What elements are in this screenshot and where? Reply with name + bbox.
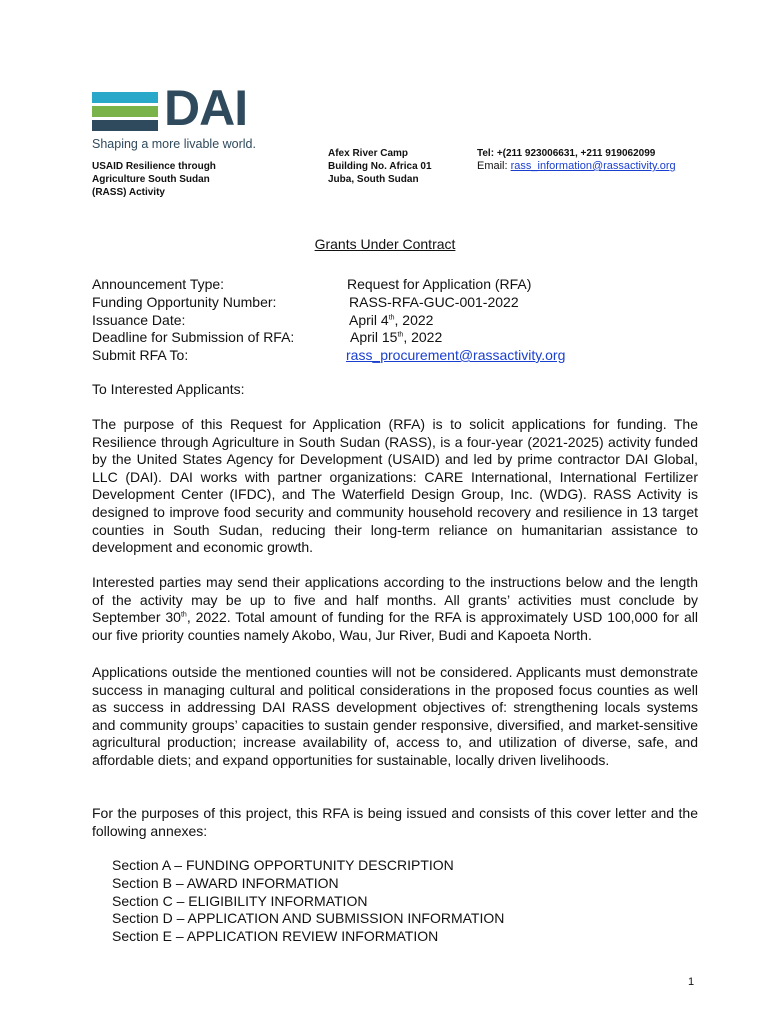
paragraph-eligibility: Applications outside the mentioned counties will not be considered. Applicants must demonstrate success in managing cultural and political considerations in the proposed focus counties as well as success in addressing DAI RASS development objectives of: strengthening locals systems and community groups’ capacities to sustain gender responsive, diversified, and market-sensitive agricultural production; increase availability of, access to, and utilization of diverse, safe, and affordable diets; and expand opportunities for sustainable, locally driven livelihoods. xyxy=(92,664,698,768)
contact-block xyxy=(477,147,676,173)
paragraph-purpose: The purpose of this Request for Application (RFA) is to solicit applications for funding. The Resilience through Agriculture in South Sudan (RASS), is a four-year (2021-2025) activity funded by the United States Agency for Development (USAID) and led by prime contractor DAI Global, LLC (DAI). DAI works with partner organizations: CARE International, International Fertilizer Development Center (IFDC), and The Waterfield Design Group, Inc. (WDG). RASS Activity is designed to improve food security and community household recovery and resilience in 13 target counties in South Sudan, reducing their long-term reliance on humanitarian assistance to development and economic growth. xyxy=(92,416,698,556)
section-item: Section B – AWARD INFORMATION xyxy=(112,875,339,891)
address-line: Juba, South Sudan xyxy=(328,174,419,185)
org-line: Agriculture South Sudan xyxy=(92,174,210,185)
procurement-email-link[interactable]: rass_procurement@rassactivity.org xyxy=(346,347,566,363)
address-line: Afex River Camp xyxy=(328,148,409,159)
page-number: 1 xyxy=(688,976,695,988)
field-value: RASS-RFA-GUC-001-2022 xyxy=(349,294,519,310)
org-line: USAID Resilience through xyxy=(92,161,216,172)
section-item: Section A – FUNDING OPPORTUNITY DESCRIPTION xyxy=(112,857,454,873)
email-label: Email: xyxy=(477,160,508,172)
org-block xyxy=(92,160,216,199)
field-value-deadline: April 15th, 2022 xyxy=(350,329,443,345)
logo-bar-navy xyxy=(92,120,158,131)
logo-wordmark: DAI xyxy=(164,80,248,136)
section-item: Section C – ELIGIBILITY INFORMATION xyxy=(112,893,368,909)
field-value: Request for Application (RFA) xyxy=(347,276,532,292)
section-item: Section E – APPLICATION REVIEW INFORMATION xyxy=(112,928,439,944)
field-label: Deadline for Submission of RFA: xyxy=(92,329,295,345)
tel-line: Tel: +(211 923006631, +211 919062099 xyxy=(477,148,656,159)
org-line: (RASS) Activity xyxy=(92,187,165,198)
address-line: Building No. Africa 01 xyxy=(328,161,432,172)
email-line xyxy=(477,160,676,173)
logo-bar-cyan xyxy=(92,92,158,103)
field-value-issuance-date: April 4th, 2022 xyxy=(349,312,434,328)
paragraph-timeline: Interested parties may send their applications according to the instructions below and the length of the activity may be up to five and half months. All grants’ activities must conclude by September 30th, 2022. Total amount of funding for the RFA is approximately USD 100,000 for all our five priority counties namely Akobo, Wau, Jur River, Budi and Kapoeta North. xyxy=(92,574,699,643)
dai-logo xyxy=(92,80,272,154)
section-item: Section D – APPLICATION AND SUBMISSION INFORMATION xyxy=(112,910,505,926)
field-label: Funding Opportunity Number: xyxy=(92,294,277,310)
salutation: To Interested Applicants: xyxy=(92,381,245,397)
logo-tagline: Shaping a more livable world. xyxy=(92,137,256,151)
address-block xyxy=(328,147,432,186)
logo-bar-green xyxy=(92,106,158,117)
paragraph-annexes: For the purposes of this project, this RFA is being issued and consists of this cover letter and the following annexes: xyxy=(92,805,698,839)
document-title: Grants Under Contract xyxy=(314,236,456,252)
field-label: Announcement Type: xyxy=(92,276,225,292)
info-email-link[interactable]: rass_information@rassactivity.org xyxy=(510,160,676,172)
field-label: Issuance Date: xyxy=(92,312,186,328)
field-label: Submit RFA To: xyxy=(92,347,189,363)
